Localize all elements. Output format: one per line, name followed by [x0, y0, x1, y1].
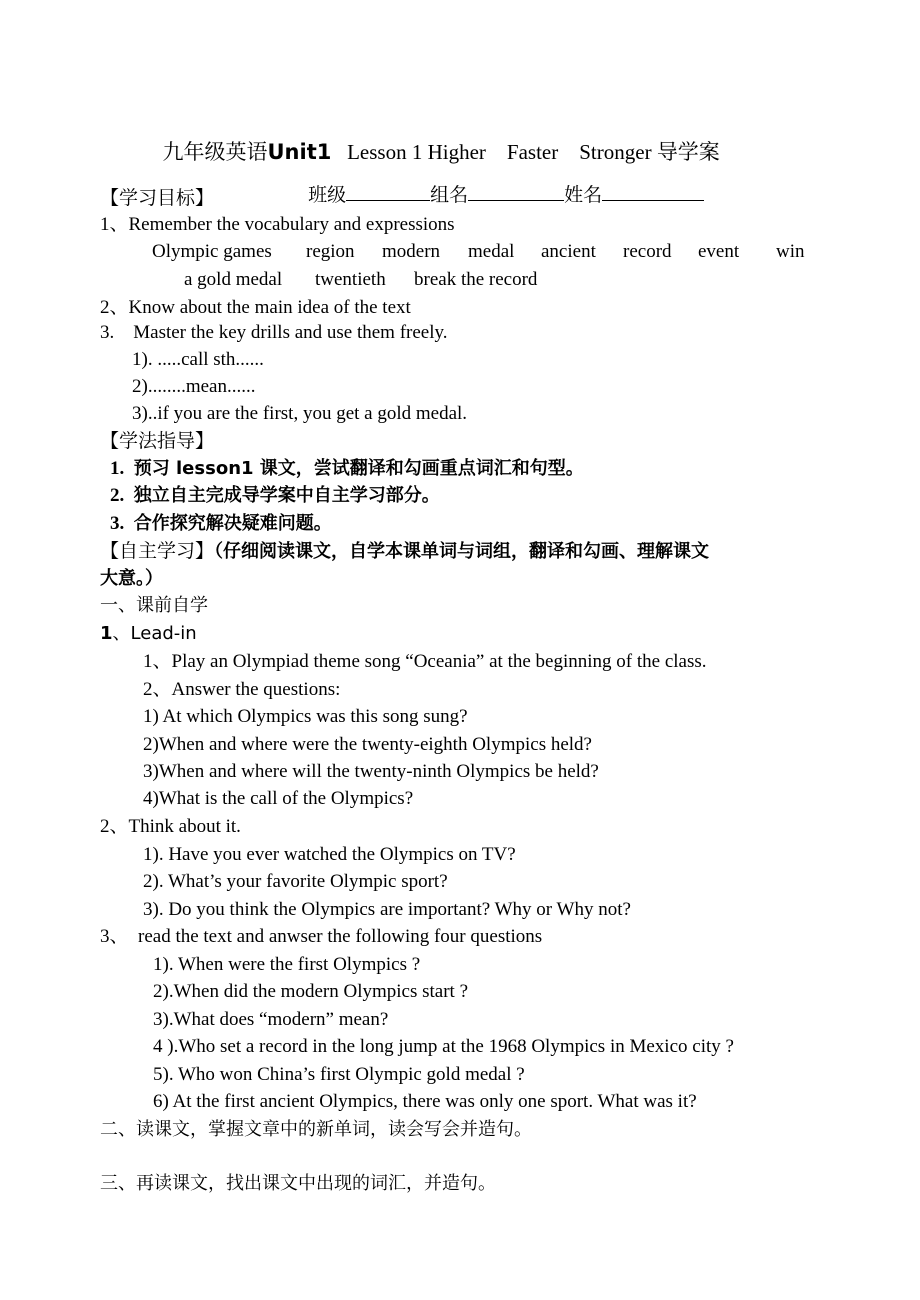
method-text: 合作探究解决疑难问题。	[133, 513, 332, 534]
self-study-note-cont: 大意。）	[100, 568, 163, 589]
read-item: 1). When were the first Olympics ?	[153, 954, 421, 975]
method-item	[110, 457, 584, 481]
method-text: 独立自主完成导学案中自主学习部分。	[133, 485, 440, 506]
vocab-word: Olympic games	[152, 241, 272, 262]
part1-title: 一、课前自学	[100, 595, 208, 616]
drill-item: 3)..if you are the first, you get a gold medal.	[132, 403, 468, 424]
method-item	[110, 512, 332, 536]
read-item: 2).When did the modern Olympics start ?	[153, 981, 469, 1002]
drill-item: 1). .....call sth......	[132, 349, 264, 370]
leadin-item: 4)What is the call of the Olympics?	[143, 788, 414, 809]
vocab-word: twentieth	[315, 269, 386, 290]
name-blank[interactable]	[602, 182, 704, 201]
group-blank[interactable]	[468, 182, 564, 201]
group-label: 组名	[430, 184, 469, 206]
goal-item-2: 2、Know about the main idea of the text	[100, 297, 411, 318]
leadin-title	[100, 622, 197, 646]
name-label: 姓名	[564, 184, 603, 206]
page-title	[152, 116, 720, 164]
goal-item-1: 1、Remember the vocabulary and expressions	[100, 214, 455, 235]
vocab-word: ancient	[541, 241, 596, 262]
goals-heading: 【学习目标】	[100, 187, 215, 209]
vocab-word: a gold medal	[184, 269, 283, 290]
vocab-word: win	[776, 241, 805, 262]
part2-instruction: 二、读课文，掌握文章中的新单词，读会写会并造句。	[100, 1119, 532, 1140]
self-study-heading	[100, 539, 709, 564]
title-unit: Unit1	[267, 140, 332, 164]
think-item: 1). Have you ever watched the Olympics on TV?	[143, 844, 516, 865]
vocab-word: region	[306, 241, 355, 262]
leadin-item: 2、Answer the questions:	[143, 679, 341, 700]
vocab-word: event	[698, 241, 740, 262]
goal-item-3: 3. Master the key drills and use them freely.	[100, 322, 448, 343]
think-item: 3). Do you think the Olympics are important? Why or Why not?	[143, 899, 631, 920]
class-label: 班级	[308, 184, 347, 206]
part3-instruction: 三、再读课文，找出课文中出现的词汇，并造句。	[100, 1173, 496, 1194]
think-item: 2). What’s your favorite Olympic sport?	[143, 871, 448, 892]
vocab-word: modern	[382, 241, 441, 262]
read-item: 6) At the first ancient Olympics, there was only one sport. What was it?	[153, 1091, 697, 1112]
title-lesson: Lesson 1 Higher Faster Stronger	[347, 140, 652, 164]
leadin-item: 1、Play an Olympiad theme song “Oceania” at the beginning of the class.	[143, 651, 707, 672]
leadin-label: 、Lead-in	[112, 623, 197, 644]
vocab-word: record	[623, 241, 672, 262]
method-text: 预习 lesson1 课文，尝试翻译和勾画重点词汇和句型。	[133, 458, 584, 479]
title-suffix: 导学案	[656, 140, 720, 164]
leadin-item: 1) At which Olympics was this song sung?	[143, 706, 468, 727]
self-study-title: 【自主学习】	[100, 540, 215, 562]
think-title: 2、Think about it.	[100, 816, 241, 837]
vocab-word: medal	[468, 241, 515, 262]
title-prefix: 九年级英语	[162, 140, 268, 164]
read-item: 5). Who won China’s first Olympic gold medal ?	[153, 1064, 525, 1085]
drill-item: 2)........mean......	[132, 376, 256, 397]
method-num: 2.	[110, 485, 125, 506]
vocab-word: break the record	[414, 269, 538, 290]
header-fields	[296, 158, 704, 207]
method-num: 3.	[110, 513, 125, 534]
method-num: 1.	[110, 458, 125, 479]
method-heading: 【学法指导】	[100, 430, 215, 452]
self-study-note: （仔细阅读课文，自学本课单词与词组，翻译和勾画、理解课文	[214, 541, 710, 562]
class-blank[interactable]	[346, 182, 430, 201]
leadin-item: 3)When and where will the twenty-ninth Olympics be held?	[143, 761, 599, 782]
read-item: 3).What does “modern” mean?	[153, 1009, 389, 1030]
read-item: 4 ).Who set a record in the long jump at the 1968 Olympics in Mexico city ?	[153, 1036, 734, 1057]
read-title: 3、 read the text and anwser the following four questions	[100, 926, 543, 947]
leadin-num: 1	[100, 623, 113, 644]
leadin-item: 2)When and where were the twenty-eighth Olympics held?	[143, 734, 592, 755]
method-item	[110, 484, 440, 508]
